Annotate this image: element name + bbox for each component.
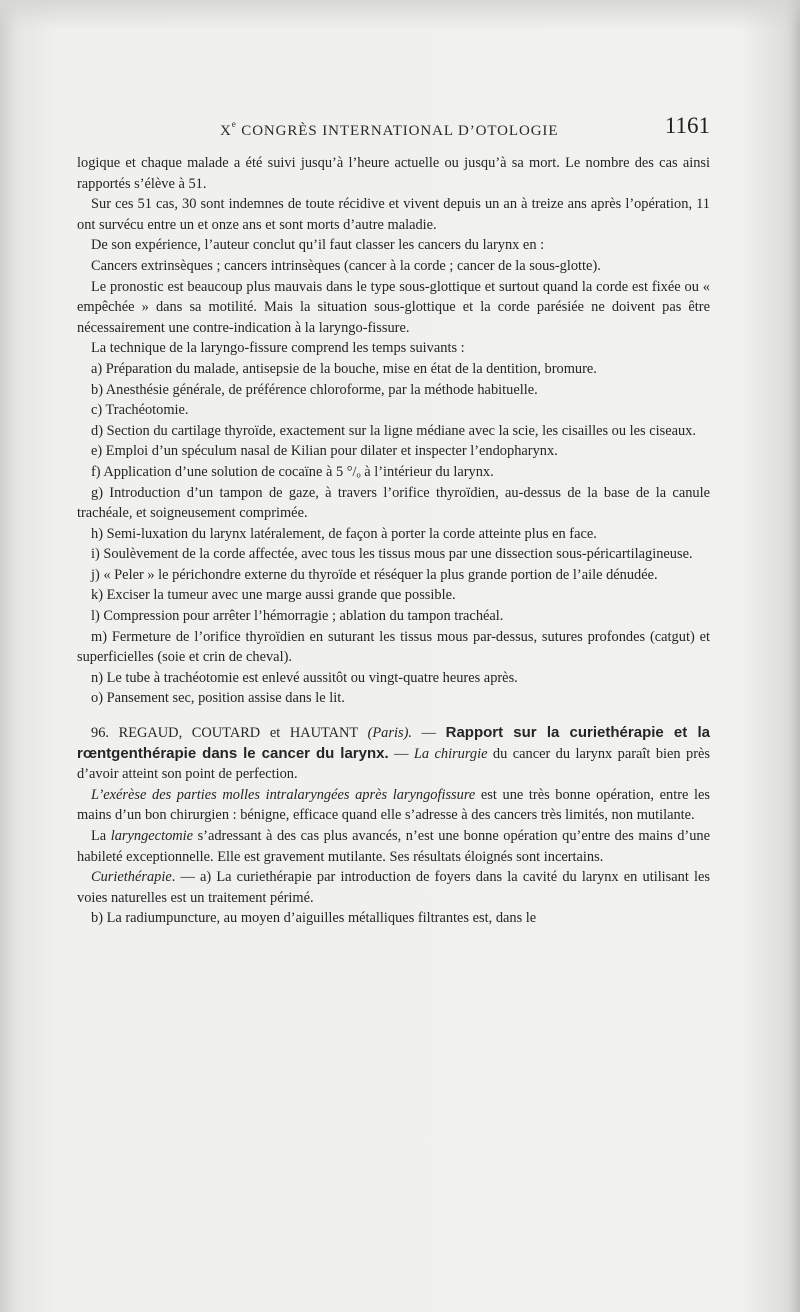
list-item: j) « Peler » le périchondre externe du thyroïde et réséquer la plus grande portion de l’aile dénudée. xyxy=(91,566,658,583)
dash: — xyxy=(411,725,446,742)
list-item: i) Soulèvement de la corde affectée, avec tous les tissus mous par une dissection sous-péricartilagineuse. xyxy=(91,546,693,563)
header-sup: e xyxy=(231,119,237,129)
page-number: 1161 xyxy=(664,113,710,138)
running-header xyxy=(220,113,710,143)
paragraph-lead: La xyxy=(91,828,111,844)
list-item: c) Trachéotomie. xyxy=(91,402,189,419)
paragraph-text: . — a) La curiethérapie par introduction de foyers dans la cavité du larynx en utilisant les voies naturelles est un traitement périmé. xyxy=(77,869,710,906)
italic-phrase: laryngectomie xyxy=(110,828,194,844)
list-item: f) Application d’une solution de cocaïne à 5 °/ₒ à l’intérieur du larynx. xyxy=(91,463,494,480)
list-item: n) Le tube à trachéotomie est enlevé aussitôt ou vingt-quatre heures après. xyxy=(91,669,518,686)
abstract-paragraph: b) La radiumpuncture, au moyen d’aiguilles métalliques filtrantes est, dans le xyxy=(91,910,537,927)
header-roman: X xyxy=(220,123,232,139)
paragraph: Sur ces 51 cas, 30 sont indemnes de toute récidive et vivent depuis un an à treize ans après l’opération, 11 ont survécu entre un et onze ans et sont morts d’autre maladie. xyxy=(77,196,710,233)
abstract-paragraph xyxy=(77,867,710,908)
paragraph-text: s’adressant à des cas plus avancés, n’est une bonne opération qu’entre des mains d’une habileté exceptionnelle. Elle est gravement mutilante. Ses résultats éloignés sont incertains. xyxy=(77,828,711,865)
paragraph: Le pronostic est beaucoup plus mauvais dans le type sous-glottique et surtout quand la corde est fixée ou « empêchée » dans sa motilité. Mais la situation sous-glottique et la corde parésiée ne doivent pas être nécessairement une contre-indication à la laryngo-fissure. xyxy=(77,278,710,336)
header-title-rest: CONGRÈS INTERNATIONAL D’OTOLOGIE xyxy=(236,123,559,139)
abstract-city: (Paris). xyxy=(367,725,412,742)
list-item: e) Emploi d’un spéculum nasal de Kilian pour dilater et inspecter l’endopharynx. xyxy=(91,443,558,460)
paragraph: De son expérience, l’auteur conclut qu’il faut classer les cancers du larynx en : xyxy=(91,237,545,254)
body-text xyxy=(77,153,710,929)
page-edge-shadow xyxy=(0,0,800,30)
abstract-ref-italic: La chirurgie xyxy=(413,745,488,762)
abstract-authors: 96. REGAUD, COUTARD et HAUTANT xyxy=(91,725,358,742)
list-item: m) Fermeture de l’orifice thyroïdien en suturant les tissus mous par-dessus, sutures profondes (catgut) et superficielles (soie et crin de cheval). xyxy=(77,628,710,666)
italic-phrase: L’exérèse des parties molles intralaryngées après laryngofissure xyxy=(91,786,476,803)
paragraph: La technique de la laryngo-fissure comprend les temps suivants : xyxy=(91,340,465,357)
abstract-paragraph xyxy=(77,785,710,826)
abstract-paragraph xyxy=(77,826,710,867)
list-item: k) Exciser la tumeur avec une marge aussi grande que possible. xyxy=(91,587,456,604)
abstract-heading-paragraph xyxy=(77,723,710,785)
list-item: l) Compression pour arrêter l’hémorragie ; ablation du tampon trachéal. xyxy=(91,608,504,625)
dash: — xyxy=(388,745,414,762)
list-item: b) Anesthésie générale, de préférence chloroforme, par la méthode habituelle. xyxy=(91,381,538,398)
paragraph: Cancers extrinsèques ; cancers intrinsèques (cancer à la corde ; cancer de la sous-glotte). xyxy=(91,257,601,274)
page-fold-shadow xyxy=(785,0,800,1312)
paragraph-text: est une très bonne opération, entre les mains d’un bon chirurgien : bénigne, efficace quand elle s’adresse à des cancers très limités, non mutilante. xyxy=(77,786,710,824)
italic-phrase: Curiethérapie xyxy=(91,869,172,886)
list-item: g) Introduction d’un tampon de gaze, à travers l’orifice thyroïdien, au-dessus de la base de la canule trachéale, et soigneusement comprimée. xyxy=(77,484,710,522)
abstract-title: Rapport sur la curiethérapie et la rœntgenthérapie dans le cancer du larynx. xyxy=(77,724,710,762)
list-item: o) Pansement sec, position assise dans le lit. xyxy=(91,690,345,707)
list-item: h) Semi-luxation du larynx latéralement, de façon à porter la corde atteinte plus en face. xyxy=(91,525,597,542)
list-item: d) Section du cartilage thyroïde, exactement sur la ligne médiane avec la scie, les cisailles ou les ciseaux. xyxy=(91,422,696,439)
paragraph-continuation: logique et chaque malade a été suivi jusqu’à l’heure actuelle ou jusqu’à sa mort. Le nombre des cas ainsi rapportés s’élève à 51. xyxy=(77,155,710,192)
list-item: a) Préparation du malade, antisepsie de la bouche, mise en état de la dentition, bromure. xyxy=(91,360,597,377)
abstract-ref-rest: du cancer du larynx paraît bien près d’avoir atteint son point de perfection. xyxy=(77,745,710,783)
header-title xyxy=(220,119,558,140)
